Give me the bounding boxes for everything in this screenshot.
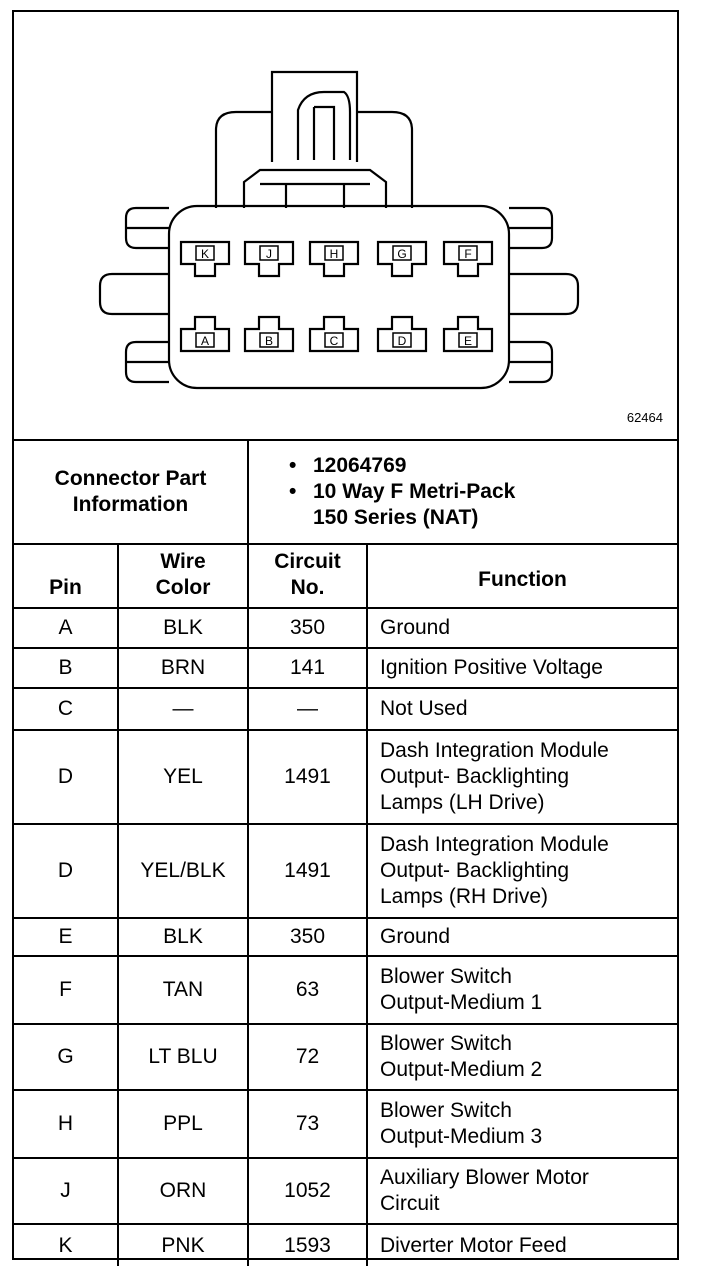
table-row — [14, 1158, 677, 1224]
wire-color-cell: PNK — [118, 1224, 248, 1266]
pin-label: F — [464, 247, 472, 261]
function-cell — [367, 1024, 677, 1090]
table-row — [14, 956, 677, 1024]
header-circuit-line1: Circuit — [274, 550, 341, 573]
pin-cell: C — [14, 688, 118, 730]
part-info-label — [14, 440, 248, 544]
pin-cavity-top — [444, 242, 492, 276]
circuit-cell: 1491 — [248, 730, 367, 824]
wire-color-cell: YEL/BLK — [118, 824, 248, 918]
function-cell — [367, 730, 677, 824]
function-line: Dash Integration Module — [380, 739, 609, 762]
circuit-cell: 350 — [248, 918, 367, 956]
pin-cavity-bottom — [310, 317, 358, 351]
wire-color-cell: LT BLU — [118, 1024, 248, 1090]
table-row — [14, 918, 677, 956]
table-row — [14, 608, 677, 648]
connector-type-line1: 10 Way F Metri-Pack — [313, 480, 516, 503]
function-line: Ground — [380, 616, 451, 639]
figure-id: 62464 — [626, 410, 663, 425]
table-row — [14, 824, 677, 918]
circuit-cell: 1593 — [248, 1224, 367, 1266]
wire-color-cell: BRN — [118, 648, 248, 688]
function-line: Output-Medium 2 — [380, 1058, 543, 1081]
table-row — [14, 688, 677, 730]
pin-cavity-bottom — [378, 317, 426, 351]
pin-cell: D — [14, 824, 118, 918]
function-line: Blower Switch — [380, 965, 512, 988]
pinout-table — [14, 439, 677, 1266]
pin-cavity-top — [181, 242, 229, 276]
wire-color-cell: ORN — [118, 1158, 248, 1224]
pin-label: D — [397, 334, 407, 348]
pinout-rows — [14, 608, 677, 1266]
header-function: Function — [367, 544, 677, 608]
connector-face-drawing — [14, 12, 677, 439]
connector-type — [289, 479, 677, 531]
circuit-cell: 73 — [248, 1090, 367, 1158]
wire-color-cell: BLK — [118, 608, 248, 648]
pin-cell: E — [14, 918, 118, 956]
connector-sheet — [12, 10, 679, 1260]
function-line: Auxiliary Blower Motor — [380, 1166, 589, 1189]
header-wire-line2: Color — [155, 576, 211, 599]
pin-cell: K — [14, 1224, 118, 1266]
function-cell — [367, 688, 677, 730]
wire-color-cell: — — [118, 688, 248, 730]
pin-cell: F — [14, 956, 118, 1024]
pin-label: B — [264, 334, 274, 348]
pin-label: J — [266, 247, 272, 261]
header-wire-color — [118, 544, 248, 608]
pin-cell: G — [14, 1024, 118, 1090]
wire-color-cell: BLK — [118, 918, 248, 956]
function-line: Output- Backlighting — [380, 859, 570, 882]
pin-label: E — [463, 334, 473, 348]
connector-type-line2: 150 Series (NAT) — [313, 506, 479, 529]
circuit-cell: 72 — [248, 1024, 367, 1090]
pin-label: K — [200, 247, 210, 261]
table-row — [14, 1024, 677, 1090]
pin-label: C — [329, 334, 339, 348]
function-cell — [367, 648, 677, 688]
function-line: Lamps (RH Drive) — [380, 885, 549, 908]
pin-cavity-top — [310, 242, 358, 276]
pin-cell: H — [14, 1090, 118, 1158]
pin-cell: D — [14, 730, 118, 824]
pin-label: G — [397, 247, 407, 261]
pin-cell: A — [14, 608, 118, 648]
connector-diagram — [14, 12, 677, 439]
shroud-band — [244, 170, 386, 208]
function-line: Lamps (LH Drive) — [380, 791, 545, 814]
pin-cavities — [181, 242, 492, 351]
function-cell — [367, 1090, 677, 1158]
header-pin: Pin — [14, 544, 118, 608]
pin-cavity-bottom — [245, 317, 293, 351]
pin-cavity-top — [245, 242, 293, 276]
header-circuit — [248, 544, 367, 608]
function-cell — [367, 918, 677, 956]
function-line: Output-Medium 3 — [380, 1125, 543, 1148]
pin-cavity-top — [378, 242, 426, 276]
pin-cavity-bottom — [181, 317, 229, 351]
function-cell — [367, 824, 677, 918]
function-line: Ignition Positive Voltage — [380, 656, 603, 679]
pin-label: H — [329, 247, 339, 261]
function-line: Diverter Motor Feed — [380, 1233, 567, 1257]
function-line: Blower Switch — [380, 1099, 512, 1122]
function-line: Not Used — [380, 697, 468, 720]
latch-slot — [314, 107, 334, 160]
function-cell — [367, 1158, 677, 1224]
table-row — [14, 1224, 677, 1266]
function-line: Output- Backlighting — [380, 765, 570, 788]
circuit-cell: 1491 — [248, 824, 367, 918]
part-number: • 12064769 — [289, 453, 677, 479]
table-row — [14, 1090, 677, 1158]
circuit-cell: 1052 — [248, 1158, 367, 1224]
circuit-cell: 141 — [248, 648, 367, 688]
pin-cell: J — [14, 1158, 118, 1224]
function-line: Blower Switch — [380, 1032, 512, 1055]
circuit-cell: — — [248, 688, 367, 730]
part-info-label-line2: Information — [72, 493, 189, 516]
circuit-cell: 350 — [248, 608, 367, 648]
function-cell — [367, 608, 677, 648]
left-flange — [100, 274, 169, 314]
function-line: Output-Medium 1 — [380, 991, 543, 1014]
wire-color-cell: YEL — [118, 730, 248, 824]
right-flange — [509, 274, 578, 314]
table-row — [14, 648, 677, 688]
pin-cell: B — [14, 648, 118, 688]
pin-label: A — [200, 334, 210, 348]
wire-color-cell: TAN — [118, 956, 248, 1024]
function-line: Ground — [380, 925, 451, 948]
pin-cavity-bottom — [444, 317, 492, 351]
header-row — [14, 544, 677, 608]
part-info-row — [14, 440, 677, 544]
part-info-values — [248, 440, 677, 544]
function-cell — [367, 1224, 677, 1266]
function-cell — [367, 956, 677, 1024]
header-wire-line1: Wire — [160, 550, 206, 573]
header-circuit-line2: No. — [290, 576, 325, 599]
wire-color-cell: PPL — [118, 1090, 248, 1158]
function-line: Dash Integration Module — [380, 833, 609, 856]
latch-inner — [298, 92, 350, 160]
part-info-label-line1: Connector Part — [54, 467, 207, 490]
table-row — [14, 730, 677, 824]
function-line: Circuit — [380, 1192, 440, 1215]
connector-body — [169, 206, 509, 388]
circuit-cell: 63 — [248, 956, 367, 1024]
